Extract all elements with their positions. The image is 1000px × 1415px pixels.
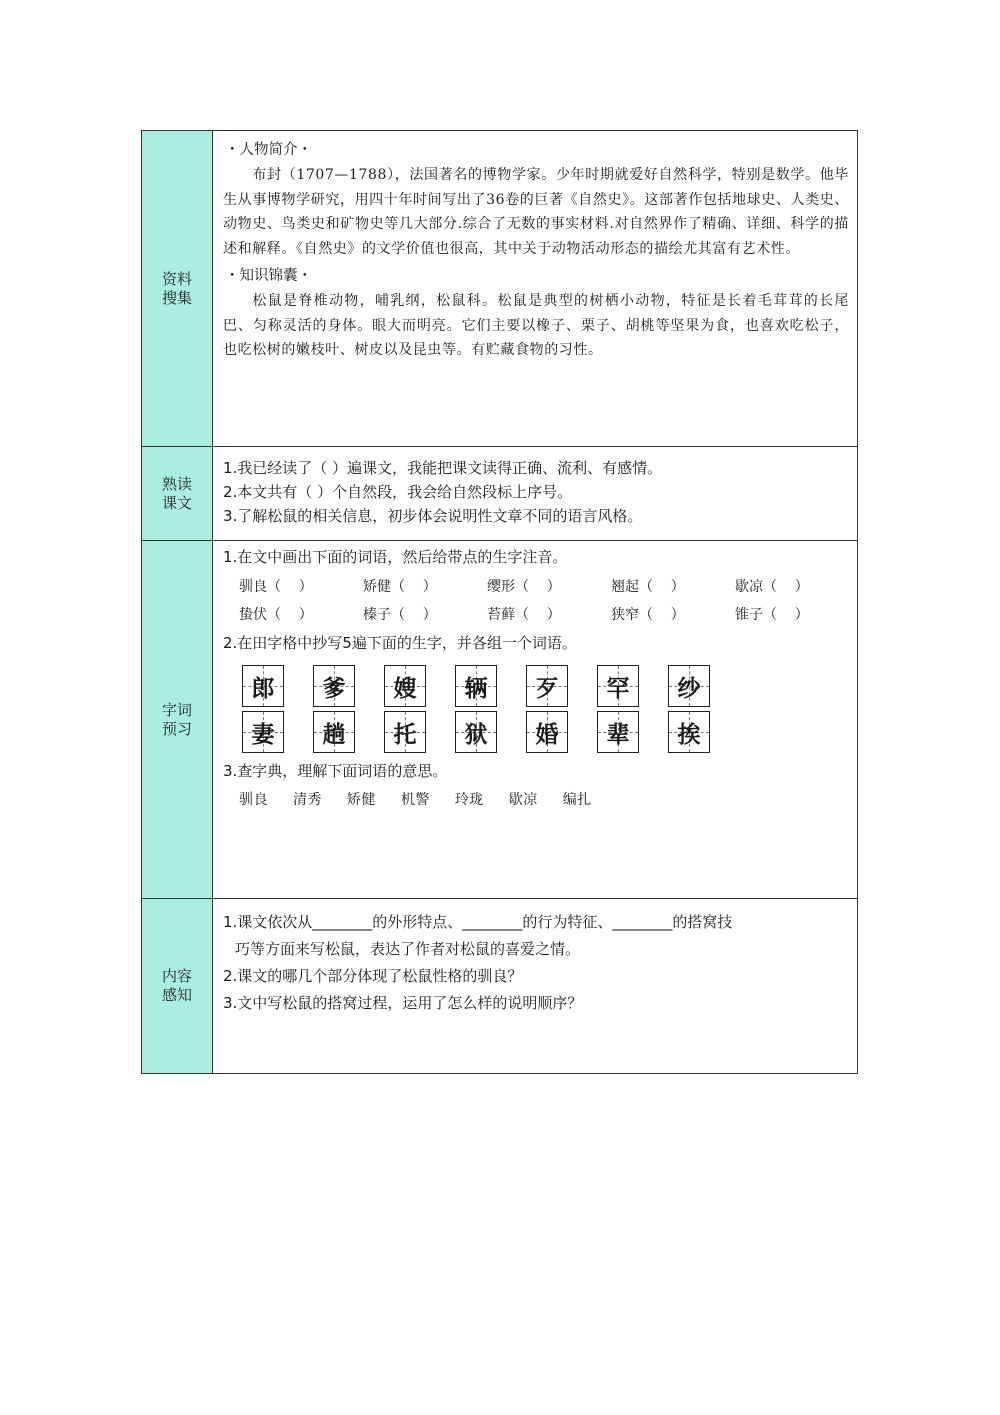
word-item: 清秀 [292,792,322,808]
row-label-content [142,899,213,1073]
pinyin-item: 蛰伏（ ） [239,607,313,623]
pinyin-item: 歇凉（ ） [735,579,809,595]
content-label: 内容感知 [161,967,192,1004]
content-question-3: 3.文中写松鼠的搭窝过程，运用了怎么样的说明顺序？ [223,994,583,1012]
grid-char: 挨 [677,720,701,748]
reading-item: 1.我已经读了（ ）遍课文，我能把课文读得正确、流利、有感情。 [223,459,663,477]
content-question-1: 1.课文依次从________的外形特点、________的行为特征、________的搭窝技 [223,913,733,931]
research-content [213,131,857,446]
grid-char: 托 [393,720,417,748]
tian-grid-cell [242,665,284,707]
tian-grid-cell [313,711,355,753]
grid-char: 嫂 [393,674,417,702]
intro-heading: ・人物简介・ [225,142,312,158]
tian-grid-cell [597,711,639,753]
reading-content [213,447,857,540]
grid-char: 辈 [606,720,630,748]
grid-char: 罕 [606,674,630,702]
knowledge-text: 松鼠是脊椎动物，哺乳纲，松鼠科。松鼠是典型的树栖小动物，特征是长着毛茸茸的长尾巴、匀称灵活的身体。眼大而明亮。它们主要以橡子、栗子、胡桃等坚果为食，也喜欢吃松子，也吃松树的嫩枝叶、树皮以及昆虫等。有贮藏食物的习性。 [223,293,849,358]
pinyin-item: 苔藓（ ） [487,607,561,623]
grid-char: 纱 [677,674,701,702]
worksheet-table [141,130,858,1074]
grid-char: 辆 [464,674,488,702]
reading-item: 3.了解松鼠的相关信息，初步体会说明性文章不同的语言风格。 [223,507,643,525]
vocab-question-3: 3.查字典，理解下面词语的意思。 [223,762,448,780]
tian-grid-cell [384,665,426,707]
grid-char: 妻 [251,720,275,748]
pinyin-item: 榛子（ ） [363,607,437,623]
row-label-research [142,131,213,446]
word-item: 驯良 [239,792,268,808]
content-question-1-cont: 巧等方面来写松鼠，表达了作者对松鼠的喜爱之情。 [235,940,581,958]
pinyin-item: 矫健（ ） [363,579,437,595]
tian-grid-cell [242,711,284,753]
pinyin-row-2 [239,605,859,625]
tian-grid-cell [668,665,710,707]
pinyin-item: 驯良（ ） [239,579,313,595]
tian-grid-cell [668,711,710,753]
pinyin-item: 翘起（ ） [611,579,685,595]
word-item: 编扎 [562,792,592,808]
tian-grid-cell [313,665,355,707]
knowledge-heading: ・知识锦囊・ [225,268,312,284]
content-row [142,899,857,1073]
vocab-question-2: 2.在田字格中抄写5遍下面的生字，并各组一个词语。 [223,634,577,652]
pinyin-item: 缨形（ ） [487,579,561,595]
word-item: 机警 [400,792,430,808]
grid-char: 爹 [322,674,346,702]
vocabulary-content [213,541,867,898]
word-item: 玲珑 [454,792,484,808]
intro-text: 布封（1707—1788），法国著名的博物学家。少年时期就爱好自然科学，特别是数学。他毕生从事博物学研究，用四十年时间写出了36卷的巨著《自然史》。这部著作包括地球史、人类史、动物史、鸟类史和矿物史等几大部分.综合了无数的事实材料.对自然界作了精确、详细、科学的描述和解释。《自然史》的文学价值也很高，其中关于动物活动形态的描绘尤其富有艺术性。 [223,167,849,257]
vocab-question-1: 1.在文中画出下面的词语，然后给带点的生字注音。 [223,548,568,566]
word-item: 矫健 [346,792,376,808]
content-question-2: 2.课文的哪几个部分体现了松鼠性格的驯良？ [223,967,523,985]
grid-char: 歹 [535,674,559,702]
char-grid-row-1 [242,665,859,707]
reading-row [142,447,857,541]
content-questions [213,899,857,1073]
word-item: 歇凉 [508,792,538,808]
word-list [239,789,859,809]
reading-label: 熟读课文 [161,474,192,512]
row-label-vocabulary [142,541,213,898]
pinyin-item: 狭窄（ ） [611,607,685,623]
research-label: 资料搜集 [161,269,192,307]
grid-char: 郎 [251,674,275,702]
tian-grid-cell [455,711,497,753]
grid-char: 趟 [322,720,346,748]
char-grid-row-2 [242,711,859,753]
tian-grid-cell [526,711,568,753]
research-row [142,131,857,447]
tian-grid-cell [384,711,426,753]
tian-grid-cell [455,665,497,707]
tian-grid-cell [597,665,639,707]
row-label-reading [142,447,213,540]
reading-item: 2.本文共有（ ）个自然段，我会给自然段标上序号。 [223,483,573,501]
grid-char: 狱 [464,720,488,748]
grid-char: 婚 [535,720,559,748]
pinyin-item: 锥子（ ） [735,607,809,623]
vocabulary-label: 字词预习 [161,700,192,738]
vocabulary-row [142,541,857,899]
pinyin-row-1 [239,577,859,597]
tian-grid-cell [526,665,568,707]
